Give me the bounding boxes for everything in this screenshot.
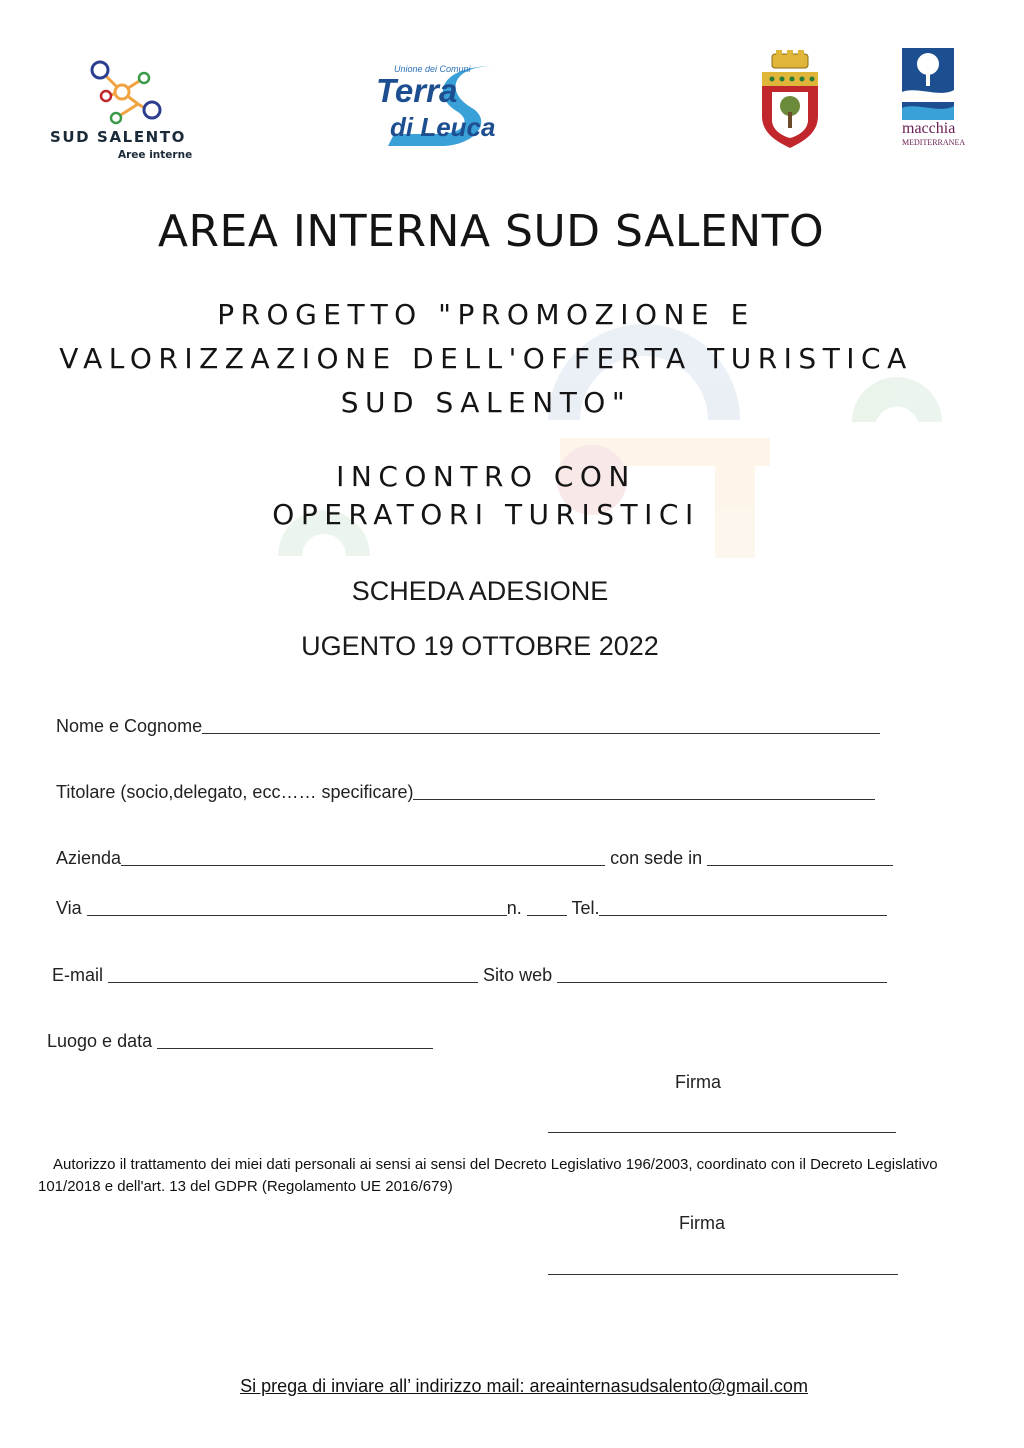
macchia-logo-line2: MEDITERRANEA: [902, 138, 966, 147]
event-place-date: UGENTO 19 OTTOBRE 2022: [301, 631, 659, 661]
field-azienda[interactable]: [56, 848, 893, 869]
regional-crest-logo: [758, 50, 822, 150]
nome-cognome-line[interactable]: [202, 732, 880, 734]
form-title: SCHEDA ADESIONE: [351, 576, 609, 606]
macchia-logo-line1: macchia: [902, 120, 956, 137]
azienda-label: Azienda: [56, 848, 122, 868]
firma-label-2: Firma: [679, 1213, 725, 1233]
coat-of-arms-icon: [758, 50, 822, 150]
macchia-mediterranea-logo: [902, 48, 966, 150]
sito-line[interactable]: [557, 981, 887, 983]
terra-logo-small: Unione dei Comuni: [394, 64, 471, 74]
terra-di-leuca-logo: [374, 62, 518, 152]
terra-logo-line2: di Leuca: [390, 112, 496, 142]
tel-line[interactable]: [599, 914, 887, 916]
network-nodes-icon: [86, 58, 196, 128]
sede-label: con sede in: [610, 848, 703, 868]
email-label: E-mail: [52, 965, 104, 985]
meeting-title-line-1: INCONTRO CON: [336, 460, 636, 493]
luogo-data-label: Luogo e data: [47, 1031, 153, 1051]
field-nome-cognome[interactable]: [56, 716, 880, 737]
nome-cognome-label: Nome e Cognome: [56, 716, 203, 736]
titolare-line[interactable]: [413, 798, 875, 800]
firma-label-1: Firma: [675, 1072, 721, 1092]
field-luogo-data[interactable]: [47, 1031, 433, 1052]
numero-line[interactable]: [527, 914, 567, 916]
signature-line-1[interactable]: [548, 1132, 896, 1133]
azienda-line[interactable]: [121, 864, 605, 866]
sito-label: Sito web: [483, 965, 553, 985]
field-via[interactable]: [56, 898, 887, 919]
sud-salento-logo: [48, 58, 198, 166]
tel-label: Tel.: [571, 898, 600, 918]
project-title-line-3: SUD SALENTO": [340, 386, 632, 419]
project-title-line-2: VALORIZZAZIONE DELL'OFFERTA TURISTICA: [59, 342, 913, 375]
signature-line-2[interactable]: [548, 1274, 898, 1275]
privacy-consent: Autorizzo il trattamento dei miei dati personali ai sensi ai sensi del Decreto Legislativo 196/2003, coordinato con il Decreto Legislativo 101/2018 e dell'art. 13 del GDPR (Regolamento UE 2016/679): [38, 1156, 938, 1195]
via-line[interactable]: [87, 914, 507, 916]
luogo-data-line[interactable]: [157, 1047, 433, 1049]
park-landscape-icon: [902, 48, 954, 120]
page-title: AREA INTERNA SUD SALENTO: [157, 206, 825, 257]
sud-salento-logo-name: SUD SALENTO: [50, 128, 187, 146]
sede-line[interactable]: [707, 864, 893, 866]
meeting-title-line-2: OPERATORI TURISTICI: [272, 498, 700, 531]
numero-label: n.: [506, 898, 522, 918]
field-titolare[interactable]: [56, 782, 875, 803]
terra-logo-line1: Terra: [376, 72, 458, 109]
via-label: Via: [56, 898, 82, 918]
footer-send-instructions[interactable]: Si prega di inviare all’ indirizzo mail: areainternasudsalento@gmail.com: [240, 1376, 808, 1396]
titolare-label: Titolare (socio,delegato, ecc…… specificare): [56, 782, 414, 802]
email-line[interactable]: [108, 981, 478, 983]
project-title-line-1: PROGETTO "PROMOZIONE E: [217, 298, 755, 331]
sud-salento-logo-subtitle: Aree interne: [118, 149, 193, 161]
field-email[interactable]: [52, 965, 887, 986]
